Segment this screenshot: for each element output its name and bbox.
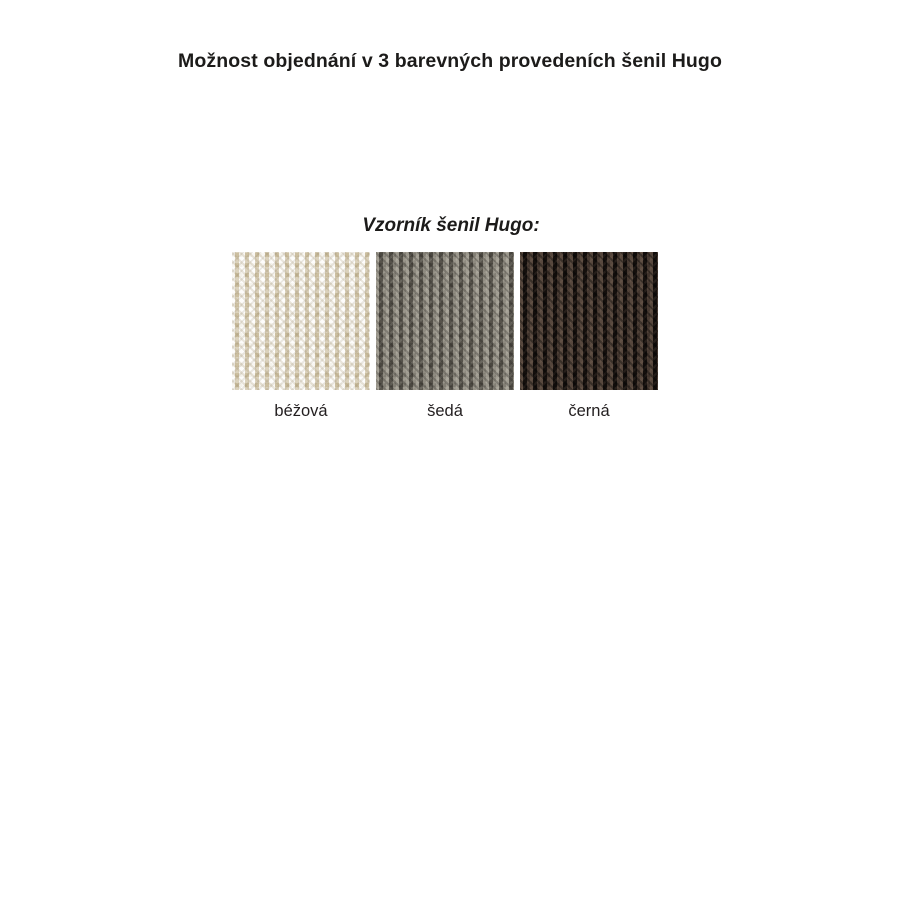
swatch-section-title: Vzorník šenil Hugo: (362, 215, 540, 236)
fabric-swatch-beige-icon (232, 252, 370, 390)
swatch-label-black: černá (568, 402, 610, 420)
swatch-label-grey: šedá (427, 402, 463, 420)
swatch-label-beige: béžová (274, 402, 328, 420)
swatch-item-black (520, 252, 658, 421)
page-title: Možnost objednání v 3 barevných provedeních šenil Hugo (178, 50, 722, 72)
swatch-item-grey (376, 252, 514, 421)
swatch-gallery (232, 252, 658, 421)
swatch-item-beige (232, 252, 370, 421)
fabric-swatch-grey-icon (376, 252, 514, 390)
fabric-swatch-black-icon (520, 252, 658, 390)
